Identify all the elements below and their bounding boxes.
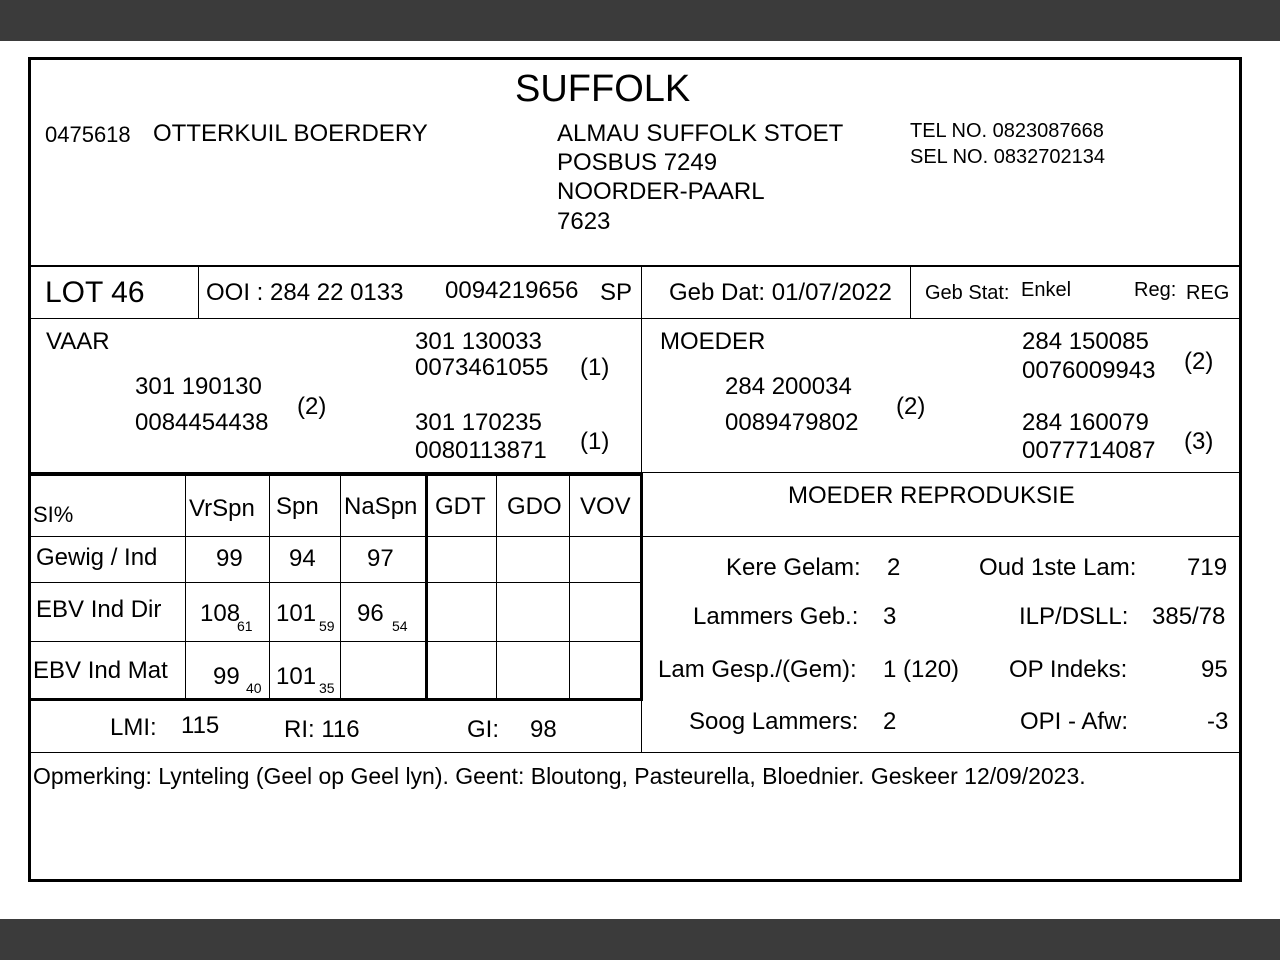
sire-sire-id: 301 130033 xyxy=(415,328,542,355)
cell-ebvdir-vrspn: 108 xyxy=(200,600,241,627)
repro-lammers-label: Lammers Geb.: xyxy=(693,603,859,630)
rule-v-vov xyxy=(569,474,570,700)
stud-postcode: 7623 xyxy=(557,208,611,235)
breeder-name: OTTERKUIL BOERDERY xyxy=(153,120,428,147)
cell-ebvdir-naspn-acc: 54 xyxy=(392,618,408,634)
sire-dam-generation: (1) xyxy=(580,428,610,455)
gi-value: 98 xyxy=(530,716,557,743)
frame-right xyxy=(1239,57,1242,882)
lmi-label: LMI: xyxy=(110,714,157,741)
rule-v-gebdat xyxy=(910,266,911,318)
dam-id: 284 200034 xyxy=(725,373,852,400)
row-gewig-label: Gewig / Ind xyxy=(36,544,158,571)
rule-lot xyxy=(31,318,1239,319)
rule-ebv-row2 xyxy=(31,641,643,642)
repro-ilp-value: 385/78 xyxy=(1152,603,1226,630)
ri-value: RI: 116 xyxy=(284,716,360,743)
cell-ebvmat-spn: 101 xyxy=(276,663,317,690)
cell-ebvdir-naspn: 96 xyxy=(357,600,384,627)
rule-header xyxy=(31,265,1239,267)
cell-ebvmat-spn-acc: 35 xyxy=(319,680,335,696)
repro-oud-label: Oud 1ste Lam: xyxy=(979,554,1137,581)
col-spn: Spn xyxy=(276,493,319,520)
rule-v-gdt xyxy=(425,474,428,700)
cell-gewig-spn: 94 xyxy=(289,545,316,572)
repro-soog-value: 2 xyxy=(883,708,897,735)
dam-dam-generation: (3) xyxy=(1184,428,1214,455)
row-ebvdir-label: EBV Ind Dir xyxy=(36,596,162,623)
breed-title: SUFFOLK xyxy=(515,68,691,110)
sire-sire-generation: (1) xyxy=(580,354,610,381)
rule-ebv-head xyxy=(31,536,643,537)
rule-v-gdo xyxy=(496,474,497,700)
rule-v-ebv-right xyxy=(640,474,643,700)
rule-ebv-left xyxy=(31,473,643,476)
lmi-value: 115 xyxy=(181,712,220,739)
rule-v-spn xyxy=(269,474,270,700)
frame-left xyxy=(28,57,31,882)
cell-ebvmat-vrspn-acc: 40 xyxy=(246,680,262,696)
col-gdt: GDT xyxy=(435,493,486,520)
stud-sel: SEL NO. 0832702134 xyxy=(910,146,1105,168)
birth-date: Geb Dat: 01/07/2022 xyxy=(669,279,892,306)
repro-title: MOEDER REPRODUKSIE xyxy=(788,482,1075,509)
repro-kere-label: Kere Gelam: xyxy=(726,554,861,581)
col-naspn: NaSpn xyxy=(344,493,418,520)
sire-generation: (2) xyxy=(297,393,327,420)
sire-number: 0084454438 xyxy=(135,409,269,436)
repro-gesp-label: Lam Gesp./(Gem): xyxy=(658,656,857,683)
rule-ebv-bottom xyxy=(31,698,643,701)
birth-status-label: Geb Stat: xyxy=(925,282,1010,304)
repro-oud-value: 719 xyxy=(1187,554,1228,581)
sire-sire-number: 0073461055 xyxy=(415,354,549,381)
stud-tel: TEL NO. 0823087668 xyxy=(910,120,1104,142)
sire-dam-id: 301 170235 xyxy=(415,409,542,436)
sire-id: 301 190130 xyxy=(135,373,262,400)
lot-id: 0094219656 xyxy=(445,277,579,304)
repro-opi-label: OPI - Afw: xyxy=(1020,708,1129,735)
frame-top xyxy=(28,57,1242,60)
ooi-number: OOI : 284 22 0133 xyxy=(206,279,404,306)
repro-ilp-label: ILP/DSLL: xyxy=(1019,603,1129,630)
stud-address-2: NOORDER-PAARL xyxy=(557,178,765,205)
lot-sp: SP xyxy=(600,279,633,306)
rule-v-naspn xyxy=(340,474,341,700)
rule-ebv-row1 xyxy=(31,582,643,583)
gi-label: GI: xyxy=(467,716,500,743)
rule-v-ebv-label xyxy=(185,474,186,700)
rule-v-lot xyxy=(198,266,199,318)
col-gdo: GDO xyxy=(507,493,562,520)
dam-label: MOEDER xyxy=(660,328,766,355)
repro-op-value: 95 xyxy=(1201,656,1228,683)
cell-gewig-vrspn: 99 xyxy=(216,545,243,572)
cell-ebvdir-spn-acc: 59 xyxy=(319,618,335,634)
rule-repro-head xyxy=(643,536,1239,537)
dam-generation: (2) xyxy=(896,393,926,420)
dam-sire-generation: (2) xyxy=(1184,348,1214,375)
stud-address-1: POSBUS 7249 xyxy=(557,149,718,176)
repro-soog-label: Soog Lammers: xyxy=(689,708,859,735)
dam-sire-number: 0076009943 xyxy=(1022,357,1156,384)
dam-dam-id: 284 160079 xyxy=(1022,409,1149,436)
repro-opi-value: -3 xyxy=(1207,708,1229,735)
frame-bottom xyxy=(28,879,1242,882)
repro-kere-value: 2 xyxy=(887,554,901,581)
cell-ebvdir-spn: 101 xyxy=(276,600,317,627)
sire-label: VAAR xyxy=(46,328,110,355)
lot-number: LOT 46 xyxy=(45,276,145,309)
col-vrspn: VrSpn xyxy=(189,495,255,522)
cell-ebvdir-vrspn-acc: 61 xyxy=(237,618,253,634)
rule-indexes xyxy=(31,752,1239,753)
row-ebvmat-label: EBV Ind Mat xyxy=(33,657,168,684)
stud-name: ALMAU SUFFOLK STOET xyxy=(557,120,844,147)
cell-gewig-naspn: 97 xyxy=(367,545,394,572)
dam-dam-number: 0077714087 xyxy=(1022,437,1156,464)
reg-label: Reg: xyxy=(1134,279,1177,301)
si-label: SI% xyxy=(33,502,74,527)
repro-op-label: OP Indeks: xyxy=(1009,656,1128,683)
dam-number: 0089479802 xyxy=(725,409,859,436)
dam-sire-id: 284 150085 xyxy=(1022,328,1149,355)
repro-lammers-value: 3 xyxy=(883,603,897,630)
breeder-code: 0475618 xyxy=(45,122,131,147)
cell-ebvmat-vrspn: 99 xyxy=(213,663,240,690)
birth-status-value: Enkel xyxy=(1021,279,1072,301)
remark-text: Opmerking: Lynteling (Geel op Geel lyn). Geent: Bloutong, Pasteurella, Bloednier. Geskeer 12/09/2023. xyxy=(33,763,1086,789)
sire-dam-number: 0080113871 xyxy=(415,437,547,464)
reg-value: REG xyxy=(1186,282,1230,304)
repro-gesp-value: 1 (120) xyxy=(883,656,960,683)
col-vov: VOV xyxy=(580,493,631,520)
